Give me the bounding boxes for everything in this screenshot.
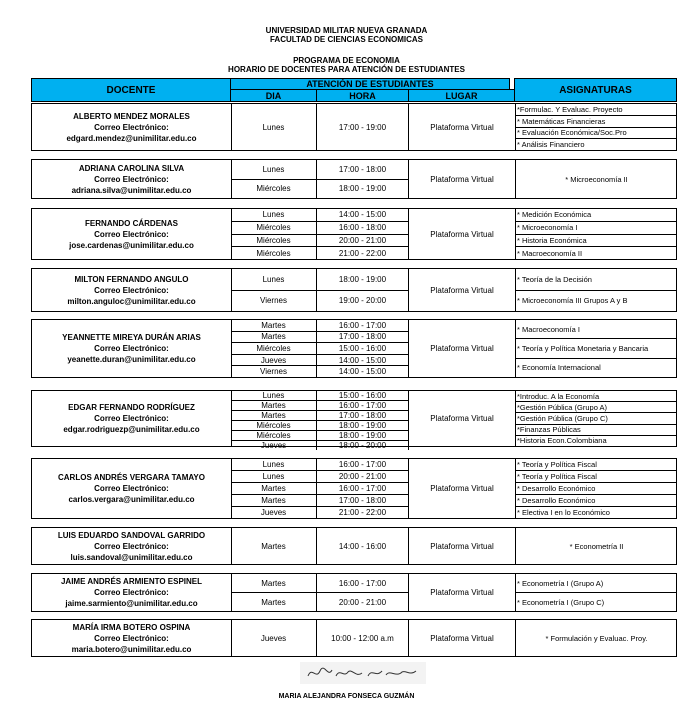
subject-item: * Evaluación Económica/Soc.Pro <box>515 128 676 140</box>
schedule-row <box>231 574 409 593</box>
schedule-row <box>231 180 409 199</box>
teacher-info <box>32 104 232 150</box>
schedule <box>231 620 409 656</box>
schedule-day: Lunes <box>231 459 317 470</box>
teacher-block <box>31 619 677 657</box>
schedule-row <box>231 247 409 259</box>
schedule-row <box>231 269 409 291</box>
schedule-row <box>231 528 409 564</box>
teacher-name: YEANNETTE MIREYA DURÁN ARIAS <box>62 333 201 342</box>
schedule-row <box>231 343 409 355</box>
schedule-hour: 18:00 - 19:00 <box>317 180 409 199</box>
schedule-row <box>231 593 409 611</box>
schedule-row <box>231 507 409 518</box>
subject-item: * Microeconomía I <box>515 222 676 235</box>
teacher-name: MARÍA IRMA BOTERO OSPINA <box>72 622 191 632</box>
teacher-name: ADRIANA CAROLINA SILVA <box>78 163 185 173</box>
schedule-hour: 16:00 - 17:00 <box>317 483 409 494</box>
teacher-name: LUIS EDUARDO SANDOVAL GARRIDO <box>57 530 206 540</box>
column-header-hora: HORA <box>316 89 409 102</box>
schedule-hour: 19:00 - 20:00 <box>317 291 409 312</box>
schedule-hour: 16:00 - 17:00 <box>317 459 409 470</box>
email-label: Correo Electrónico: <box>94 541 169 551</box>
schedule-hour: 21:00 - 22:00 <box>317 507 409 518</box>
subjects <box>515 459 676 518</box>
schedule-row <box>231 391 409 401</box>
schedule-hour: 18:00 - 19:00 <box>317 269 409 290</box>
schedule-hour: 14:00 - 15:00 <box>317 366 409 377</box>
subjects <box>515 528 676 564</box>
teacher-block <box>31 458 677 519</box>
teacher-info <box>32 620 232 656</box>
schedule-day: Martes <box>231 401 317 410</box>
teacher-info <box>32 160 232 198</box>
schedule-row <box>231 483 409 495</box>
schedule-day: Martes <box>231 411 317 420</box>
subject-item: * Formulación y Evaluac. Proy. <box>545 633 648 643</box>
schedule-place: Plataforma Virtual <box>409 528 516 564</box>
teacher-email: edgar.rodriguezp@unimilitar.edu.co <box>63 425 200 434</box>
schedule-hour: 20:00 - 21:00 <box>317 235 409 247</box>
teacher-email: edgard.mendez@unimilitar.edu.co <box>66 133 197 143</box>
subjects <box>515 209 676 259</box>
schedule-hour: 17:00 - 19:00 <box>317 104 409 150</box>
schedule-day: Martes <box>231 574 317 592</box>
schedule-day: Viernes <box>231 291 317 312</box>
schedule-hour: 18:00 - 20:00 <box>317 441 409 450</box>
schedule-row <box>231 104 409 150</box>
signature-name: MARIA ALEJANDRA FONSECA GUZMÁN <box>278 693 415 700</box>
subject-item: * Economía Internacional <box>517 363 601 373</box>
subject-item: * Microeconomía II <box>565 174 628 184</box>
schedule-day: Miércoles <box>231 180 317 199</box>
schedule-hour: 18:00 - 19:00 <box>317 431 409 440</box>
subject-item: * Medición Económica <box>515 209 676 222</box>
subject-item: *Introduc. A la Economía <box>515 391 676 402</box>
schedule-day: Lunes <box>231 471 317 482</box>
schedule-hour: 16:00 - 18:00 <box>317 222 409 234</box>
schedule-hour: 21:00 - 22:00 <box>317 247 409 259</box>
teacher-email: jose.cardenas@unimilitar.edu.co <box>69 240 194 250</box>
teacher-email: luis.sandoval@unimilitar.edu.co <box>70 552 193 562</box>
column-header-docente: DOCENTE <box>31 78 231 102</box>
teacher-block <box>31 527 677 565</box>
teacher-name: FERNANDO CÁRDENAS <box>85 218 178 228</box>
schedule-hour: 14:00 - 16:00 <box>317 528 409 564</box>
schedule-row <box>231 401 409 411</box>
teacher-email: milton.anguloc@unimilitar.edu.co <box>67 296 196 306</box>
subject-item: * Macroeconomía II <box>517 248 583 258</box>
schedule-day: Martes <box>231 320 317 331</box>
schedule-row <box>231 411 409 421</box>
teacher-info <box>32 209 232 259</box>
subject-item: * Teoría y Política Fiscal <box>515 471 676 483</box>
schedule-hour: 17:00 - 18:00 <box>317 495 409 506</box>
subject-item: * Microeconomía III Grupos A y B <box>517 296 628 306</box>
schedule-row <box>231 366 409 377</box>
schedule-hour: 14:00 - 15:00 <box>317 355 409 366</box>
teacher-name: EDGAR FERNANDO RODRÍGUEZ <box>68 403 195 412</box>
schedule-row <box>231 222 409 235</box>
schedule-hour: 14:00 - 15:00 <box>317 209 409 221</box>
schedule-hour: 16:00 - 17:00 <box>317 574 409 592</box>
schedule-row <box>231 320 409 332</box>
schedule-hour: 16:00 - 17:00 <box>317 401 409 410</box>
schedule-day: Lunes <box>231 104 317 150</box>
schedule-hour: 15:00 - 16:00 <box>317 343 409 354</box>
subject-item: * Historia Económica <box>515 235 676 248</box>
schedule <box>231 574 409 611</box>
teacher-name: MILTON FERNANDO ANGULO <box>74 274 189 284</box>
email-label: Correo Electrónico: <box>94 229 169 239</box>
header-schedule-title: HORARIO DE DOCENTES PARA ATENCIÓN DE ESTUDIANTES <box>228 65 465 74</box>
teacher-name: ALBERTO MENDEZ MORALES <box>73 111 190 121</box>
schedule-row <box>231 441 409 450</box>
subjects <box>515 269 676 311</box>
signature-image <box>300 662 426 684</box>
teacher-email: maria.botero@unimilitar.edu.co <box>71 644 192 654</box>
schedule-day: Lunes <box>231 160 317 179</box>
schedule-day: Miércoles <box>231 222 317 234</box>
teacher-info <box>32 320 232 377</box>
schedule-day: Miércoles <box>231 235 317 247</box>
email-label: Correo Electrónico: <box>94 588 169 597</box>
teacher-block <box>31 208 677 260</box>
teacher-info <box>32 459 232 518</box>
schedule-hour: 18:00 - 19:00 <box>317 421 409 430</box>
schedule-day: Viernes <box>231 366 317 377</box>
teacher-block <box>31 268 677 312</box>
schedule-day: Lunes <box>231 391 317 400</box>
schedule-row <box>231 291 409 312</box>
subject-item: * Econometría II <box>569 541 624 551</box>
email-label: Correo Electrónico: <box>94 174 169 184</box>
schedule-hour: 10:00 - 12:00 a.m <box>317 620 409 656</box>
schedule-row <box>231 471 409 483</box>
schedule-row <box>231 431 409 441</box>
teacher-info <box>32 574 232 611</box>
teacher-block <box>31 103 677 151</box>
schedule-place: Plataforma Virtual <box>409 269 516 311</box>
schedule-place: Plataforma Virtual <box>409 620 516 656</box>
subject-item: * Macroeconomía I <box>515 320 676 339</box>
subjects <box>515 160 676 198</box>
subject-item: * Desarrollo Económico <box>515 483 676 495</box>
schedule-row <box>231 160 409 180</box>
schedule-row <box>231 421 409 431</box>
subject-item: * Electiva I en lo Económico <box>517 508 610 517</box>
teacher-email: carlos.vergara@unimilitar.edu.co <box>68 495 195 504</box>
subject-item: *Finanzas Públicas <box>515 425 676 436</box>
teacher-block <box>31 573 677 612</box>
subject-item: * Teoría de la Decisión <box>515 269 676 291</box>
subjects <box>515 320 676 377</box>
schedule-hour: 20:00 - 21:00 <box>317 471 409 482</box>
subject-item: * Análisis Financiero <box>517 140 585 150</box>
schedule-place: Plataforma Virtual <box>409 104 516 150</box>
schedule-day: Miércoles <box>231 247 317 259</box>
schedule <box>231 269 409 311</box>
schedule-row <box>231 355 409 367</box>
teacher-info <box>32 391 232 446</box>
subjects <box>515 574 676 611</box>
schedule-day: Jueves <box>231 441 317 450</box>
subject-item: *Formulac. Y Evaluac. Proyecto <box>515 104 676 116</box>
schedule-hour: 17:00 - 18:00 <box>317 332 409 343</box>
schedule-day: Jueves <box>231 507 317 518</box>
subject-item: * Econometría I (Grupo C) <box>517 597 605 607</box>
email-label: Correo Electrónico: <box>94 344 169 353</box>
schedule-day: Lunes <box>231 209 317 221</box>
header-faculty: FACULTAD DE CIENCIAS ECONOMICAS <box>269 35 424 44</box>
header-program: PROGRAMA DE ECONOMIA <box>293 56 400 65</box>
schedule-place: Plataforma Virtual <box>409 320 516 377</box>
teacher-email: yeanette.duran@unimilitar.edu.co <box>67 355 196 364</box>
teacher-info <box>32 528 232 564</box>
schedule-day: Martes <box>231 483 317 494</box>
schedule-place: Plataforma Virtual <box>409 391 516 446</box>
schedule-hour: 15:00 - 16:00 <box>317 391 409 400</box>
email-label: Correo Electrónico: <box>94 414 169 423</box>
email-label: Correo Electrónico: <box>94 633 169 643</box>
teacher-info <box>32 269 232 311</box>
subject-item: * Teoría y Política Fiscal <box>515 459 676 471</box>
schedule-hour: 20:00 - 21:00 <box>317 593 409 611</box>
email-label: Correo Electrónico: <box>94 122 169 132</box>
schedule <box>231 459 409 518</box>
schedule <box>231 104 409 150</box>
schedule-row <box>231 495 409 507</box>
schedule <box>231 391 409 450</box>
schedule-day: Miércoles <box>231 343 317 354</box>
schedule-day: Jueves <box>231 355 317 366</box>
schedule-day: Miércoles <box>231 431 317 440</box>
subject-item: * Desarrollo Económico <box>515 495 676 507</box>
teacher-name: CARLOS ANDRÉS VERGARA TAMAYO <box>58 473 205 482</box>
column-header-asignaturas: ASIGNATURAS <box>514 78 677 102</box>
schedule-place: Plataforma Virtual <box>409 459 516 518</box>
teacher-block <box>31 319 677 378</box>
column-header-dia: DIA <box>230 89 317 102</box>
column-header-lugar: LUGAR <box>408 89 515 102</box>
teacher-email: jaime.sarmiento@unimilitar.edu.co <box>65 599 198 608</box>
schedule-hour: 17:00 - 18:00 <box>317 160 409 179</box>
subjects <box>515 391 676 446</box>
schedule-place: Plataforma Virtual <box>409 574 516 611</box>
teacher-name: JAIME ANDRÉS ARMIENTO ESPINEL <box>60 577 203 586</box>
schedule <box>231 528 409 564</box>
subject-item: * Econometría I (Grupo A) <box>515 574 676 593</box>
schedule-place: Plataforma Virtual <box>409 160 516 198</box>
schedule-row <box>231 620 409 656</box>
subject-item: *Gestión Pública (Grupo C) <box>515 413 676 424</box>
schedule <box>231 160 409 198</box>
email-label: Correo Electrónico: <box>94 285 169 295</box>
schedule-hour: 16:00 - 17:00 <box>317 320 409 331</box>
subjects <box>515 620 676 656</box>
teacher-block <box>31 159 677 199</box>
schedule-day: Martes <box>231 593 317 611</box>
schedule <box>231 209 409 259</box>
subject-item: *Historia Econ.Colombiana <box>517 436 607 446</box>
schedule-row <box>231 332 409 344</box>
teacher-block <box>31 390 677 450</box>
schedule-day: Martes <box>231 495 317 506</box>
schedule-day: Lunes <box>231 269 317 290</box>
schedule-day: Martes <box>231 332 317 343</box>
subject-item: *Gestión Pública (Grupo A) <box>515 402 676 413</box>
teacher-email: adriana.silva@unimilitar.edu.co <box>71 185 192 195</box>
schedule-row <box>231 459 409 471</box>
schedule-place: Plataforma Virtual <box>409 209 516 259</box>
schedule <box>231 320 409 377</box>
schedule-day: Jueves <box>231 620 317 656</box>
column-header-atencion: ATENCIÓN DE ESTUDIANTES <box>230 78 510 90</box>
subject-item: * Matemáticas Financieras <box>515 116 676 128</box>
header-university: UNIVERSIDAD MILITAR NUEVA GRANADA <box>265 26 428 35</box>
schedule-day: Miércoles <box>231 421 317 430</box>
schedule-hour: 17:00 - 18:00 <box>317 411 409 420</box>
schedule-day: Martes <box>231 528 317 564</box>
subjects <box>515 104 676 150</box>
subject-item: * Teoría y Política Monetaria y Bancaria <box>515 339 676 358</box>
email-label: Correo Electrónico: <box>94 484 169 493</box>
schedule-row <box>231 235 409 248</box>
schedule-row <box>231 209 409 222</box>
